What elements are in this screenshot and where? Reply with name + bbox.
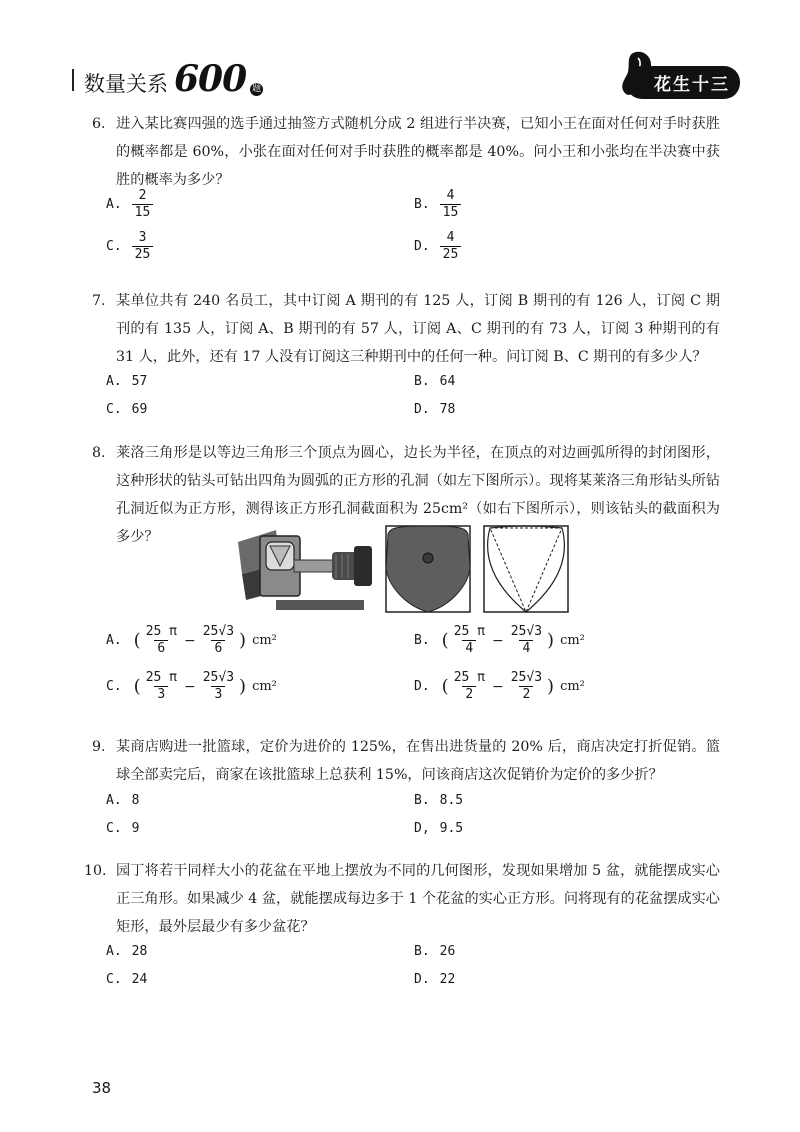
option-letter: C. [106,239,122,254]
denominator: 2 [462,686,476,703]
fraction-pi [451,670,488,703]
book-title-suffix: 题 [252,84,262,94]
numerator: 25√3 [202,624,235,639]
numerator: 4 [446,230,455,245]
fraction-pi [451,624,488,657]
denominator: 15 [132,204,154,221]
option-letter: D. [414,679,430,694]
question-number: 8. [92,445,106,461]
header-divider [72,69,74,91]
option-8-a[interactable]: A. ( $\frac{25 \pi}{6}$ − $\frac{25√3}{6}$ ) cm² [106,624,277,656]
numerator: 25√3 [510,624,543,639]
option-9-a[interactable] [106,793,139,808]
question-number: 10. [84,863,107,879]
unit: cm² [252,633,277,648]
fraction-root [508,670,545,703]
option-10-b[interactable] [414,944,455,959]
option-7-a[interactable] [106,374,147,389]
option-value: 64 [439,374,456,389]
fraction-root [200,624,237,657]
numerator: 25 π [145,624,177,639]
denominator: 6 [154,640,168,657]
reuleaux-line-diagram [484,526,568,612]
fraction-pi [143,670,180,703]
fraction-pi [143,624,180,657]
option-letter: A. [106,197,122,212]
reuleaux-in-square-photo [386,526,470,612]
option-9-c[interactable] [106,821,139,836]
option-value: 26 [439,944,456,959]
option-value: 9 [131,821,140,836]
option-value: 28 [131,944,148,959]
numerator: 25 π [453,624,485,639]
option-letter: D. [414,402,430,417]
unit: cm² [560,679,585,694]
option-8-c[interactable]: C. ( $\frac{25 \pi}{3}$ − $\frac{25√3}{3}$ ) cm² [106,670,277,702]
option-7-d[interactable] [414,402,455,417]
drill-illustration [236,524,576,624]
option-10-a[interactable] [106,944,147,959]
denominator: 3 [211,686,225,703]
denominator: 6 [211,640,225,657]
option-value: 24 [131,972,148,987]
numerator: 3 [138,230,147,245]
option-10-d[interactable] [414,972,455,987]
option-letter: C. [106,679,122,694]
question-8-figures [236,524,576,624]
numerator: 2 [138,188,147,203]
option-letter: B. [414,944,430,959]
option-letter: A. [106,374,122,389]
option-value: 8.5 [439,793,464,808]
numerator: 25 π [145,670,177,685]
denominator: 4 [462,640,476,657]
denominator: 25 [440,246,462,263]
option-letter: B. [414,197,430,212]
numerator: 25 π [453,670,485,685]
option-letter: B. [414,793,430,808]
denominator: 2 [519,686,533,703]
drill-photo [236,524,372,616]
numerator: 25√3 [202,670,235,685]
unit: cm² [252,679,277,694]
option-value: 9.5 [439,821,464,836]
option-letter: B. [414,633,430,648]
brand-name: 花生十三 [626,66,740,99]
denominator: 4 [519,640,533,657]
option-6-c[interactable] [106,230,153,263]
numerator: 4 [446,188,455,203]
option-8-d[interactable]: D. ( $\frac{25 \pi}{2}$ − $\frac{25√3}{2}$ ) cm² [414,670,585,702]
fraction-root [200,670,237,703]
option-letter: C. [106,972,122,987]
unit: cm² [560,633,585,648]
option-6-a[interactable] [106,188,153,221]
question-text: 某商店购进一批篮球，定价为进价的 125%，在售出进货量的 20% 后，商店决定打折促销。篮球全部卖完后，商家在该批篮球上总获利 15%，问该商店这次促销价为定价的多少折？ [116,739,720,783]
fraction [440,230,462,263]
book-title-number: 600 [174,58,247,100]
option-value: 69 [131,402,148,417]
numerator: 25√3 [510,670,543,685]
option-letter: C. [106,402,122,417]
denominator: 25 [132,246,154,263]
question-text: 进入某比赛四强的选手通过抽签方式随机分成 2 组进行半决赛，已知小王在面对任何对手时获胜的概率都是 60%，小张在面对任何对手时获胜的概率都是 40%。问小王和小张均在半决赛中获胜的概率为多少？ [116,116,720,188]
option-letter: D. [414,972,430,987]
option-letter: A. [106,633,122,648]
option-letter: A. [106,793,122,808]
question-number: 7. [92,293,106,309]
option-6-b[interactable] [414,188,461,221]
option-value: 78 [439,402,456,417]
fraction-root [508,624,545,657]
option-10-c[interactable] [106,972,147,987]
option-value: 57 [131,374,148,389]
option-letter: D, [414,821,430,836]
page-header [0,0,800,100]
option-letter: A. [106,944,122,959]
book-title-prefix: 数量关系 [84,72,168,96]
fraction [132,230,154,263]
fraction [440,188,462,221]
denominator: 15 [440,204,462,221]
question-number: 6. [92,116,106,132]
option-9-d[interactable] [414,821,463,836]
question-number: 9. [92,739,106,755]
brand-logo [610,48,750,96]
book-title [72,58,263,100]
fraction [132,188,154,221]
option-letter: C. [106,821,122,836]
option-9-b[interactable] [414,793,463,808]
option-letter: D. [414,239,430,254]
page-number: 38 [92,1079,112,1097]
option-7-b[interactable] [414,374,455,389]
option-8-b[interactable]: B. ( $\frac{25 \pi}{4}$ − $\frac{25√3}{4}$ ) cm² [414,624,585,656]
question-text: 园丁将若干同样大小的花盆在平地上摆放为不同的几何图形，发现如果增加 5 盆，就能摆成实心正三角形。如果减少 4 盆，就能摆成每边多于 1 个花盆的实心正方形。问将现有的花盆摆成实心矩形，最外层最少有多少盆花？ [116,863,720,935]
option-value: 8 [131,793,140,808]
question-text: 某单位共有 240 名员工，其中订阅 A 期刊的有 125 人，订阅 B 期刊的有 126 人，订阅 C 期刊的有 135 人，订阅 A、B 期刊的有 57 人，订阅 A、C 期刊的有 73 人，订阅 3 种期刊的有 31 人，此外，还有 17 人没有订阅这三种期刊中的任何一种。问订阅 B、C 期刊的有多少人？ [116,293,720,365]
denominator: 3 [154,686,168,703]
question-text: 莱洛三角形是以等边三角形三个顶点为圆心，边长为半径，在顶点的对边画弧所得的封闭图形，这种形状的钻头可钻出四角为圆弧的正方形的孔洞（如左下图所示）。现将某莱洛三角形钻头所钻孔洞近似为正方形，测得该正方形孔洞截面积为 25cm²（如右下图所示），则该钻头的截面积为多少？ [116,445,720,545]
option-6-d[interactable] [414,230,461,263]
option-7-c[interactable] [106,402,147,417]
option-letter: B. [414,374,430,389]
option-value: 22 [439,972,456,987]
